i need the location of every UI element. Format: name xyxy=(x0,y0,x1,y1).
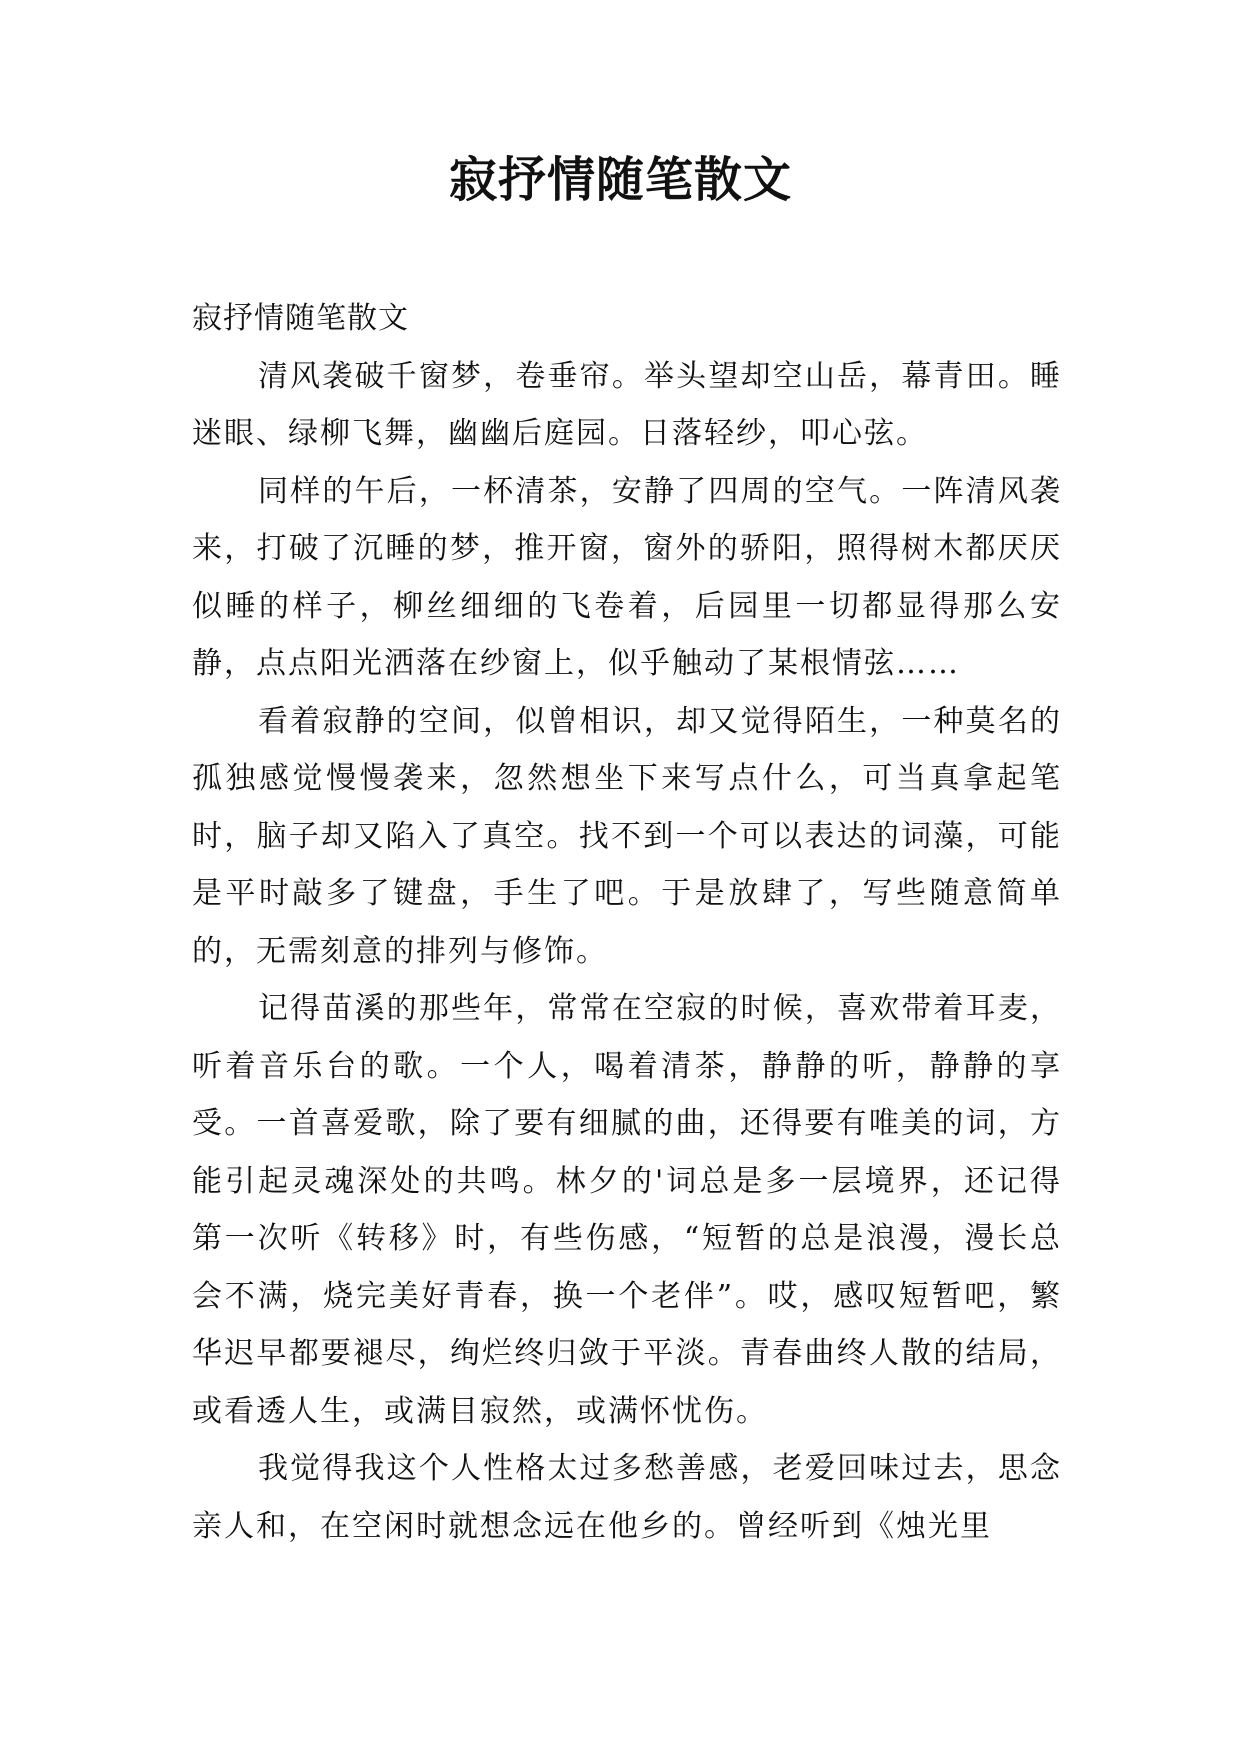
paragraph-2: 同样的午后，一杯清茶，安静了四周的空气。一阵清风袭来，打破了沉睡的梦，推开窗，窗外的骄阳，照得树木都厌厌似睡的样子，柳丝细细的飞卷着，后园里一切都显得那么安静，点点阳光洒落在纱窗上，似乎触动了某根情弦…… xyxy=(192,473,1062,681)
paragraph-3: 看着寂静的空间，似曾相识，却又觉得陌生，一种莫名的孤独感觉慢慢袭来，忽然想坐下来写点什么，可当真拿起笔时，脑子却又陷入了真空。找不到一个可以表达的词藻，可能是平时敲多了键盘，手生了吧。于是放肆了，写些随意简单的，无需刻意的排列与修饰。 xyxy=(192,703,1062,969)
document-title: 寂抒情随笔散文 xyxy=(448,152,792,208)
paragraph-1: 清风袭破千窗梦，卷垂帘。举头望却空山岳，幕青田。睡迷眼、绿柳飞舞，幽幽后庭园。日落轻纱，叩心弦。 xyxy=(192,358,1062,451)
paragraph-5: 我觉得我这个人性格太过多愁善感，老爱回味过去，思念亲人和，在空闲时就想念远在他乡的。曾经听到《烛光里 xyxy=(192,1451,1062,1544)
paragraph-4: 记得苗溪的那些年，常常在空寂的时候，喜欢带着耳麦，听着音乐台的歌。一个人，喝着清茶，静静的听，静静的享受。一首喜爱歌，除了要有细腻的曲，还得要有唯美的词，方能引起灵魂深处的共鸣。林夕的'词总是多一层境界，还记得第一次听《转移》时，有些伤感，“短暂的总是浪漫，漫长总会不满，烧完美好青春，换一个老伴”。哎，感叹短暂吧，繁华迟早都要褪尽，绚烂终归敛于平淡。青春曲终人散的结局，或看透人生，或满目寂然，或满怀忧伤。 xyxy=(192,991,1062,1429)
document-subtitle: 寂抒情随笔散文 xyxy=(192,301,409,336)
document-body xyxy=(192,290,1062,1555)
